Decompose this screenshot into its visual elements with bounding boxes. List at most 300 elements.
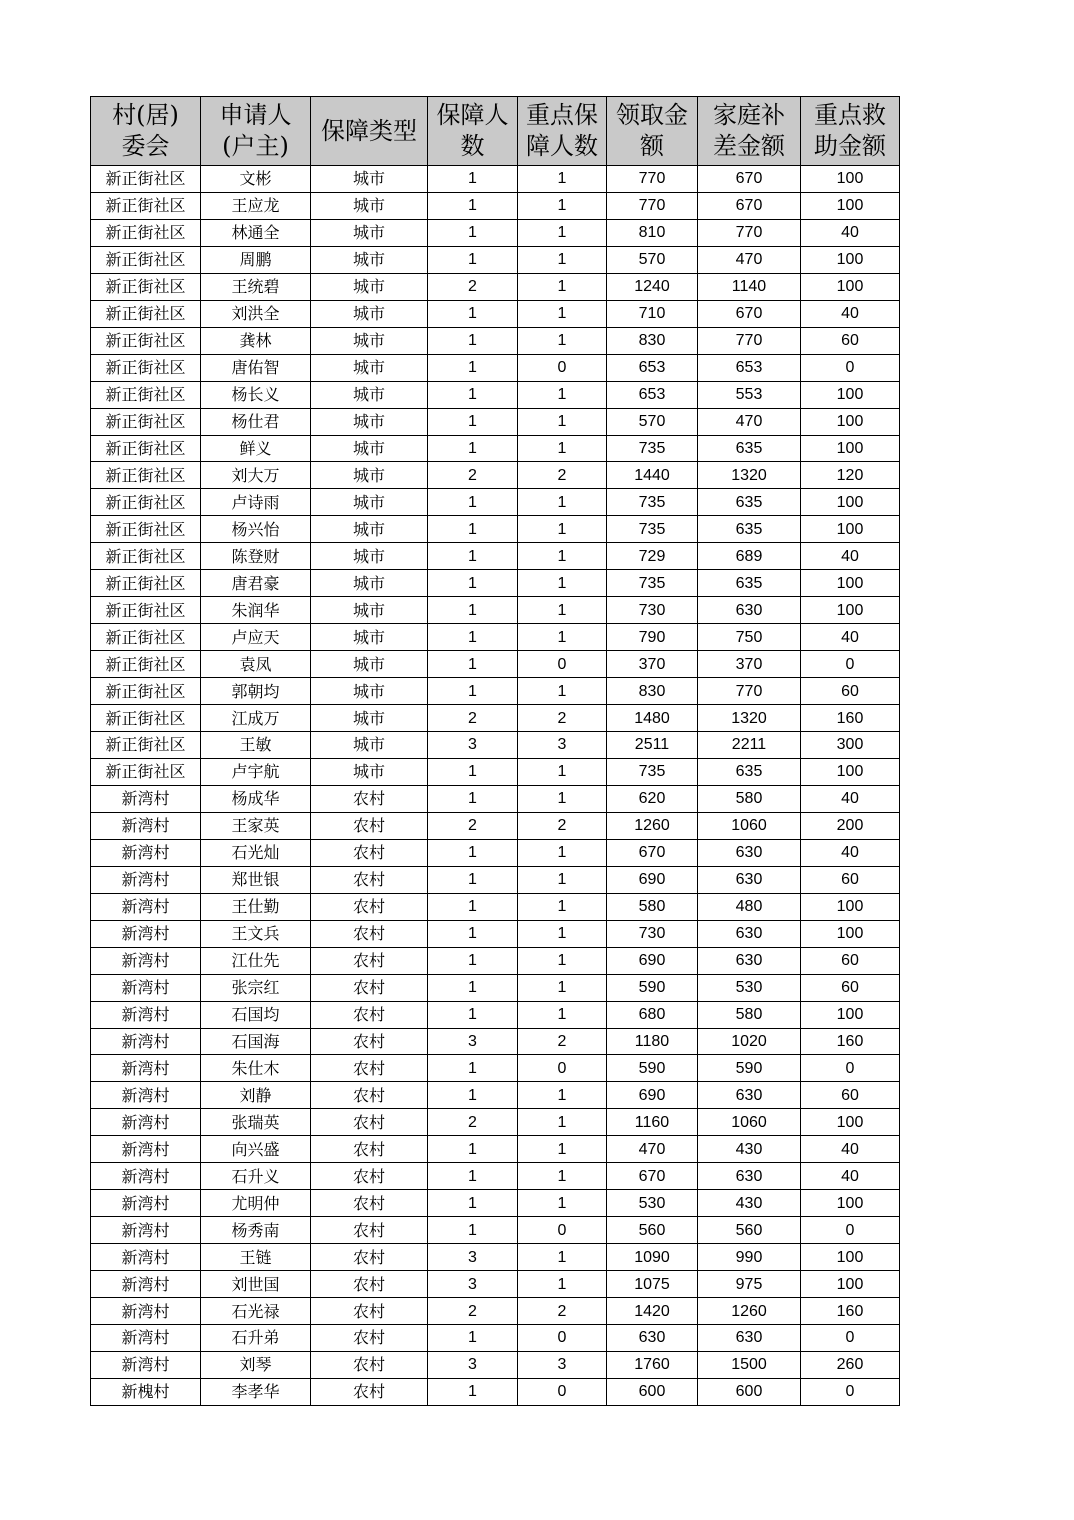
- applicant-cell: 鲜义: [201, 435, 311, 462]
- family-diff-cell: 635: [698, 516, 801, 543]
- table-row: [91, 920, 900, 947]
- committee-cell: 新正街社区: [91, 354, 201, 381]
- key-aid-cell: 100: [801, 1001, 900, 1028]
- key-aid-cell: 40: [801, 219, 900, 246]
- applicant-cell: 林通全: [201, 219, 311, 246]
- key-aid-cell: 0: [801, 1055, 900, 1082]
- header-line: 数: [460, 132, 485, 160]
- persons-cell: 1: [428, 758, 518, 785]
- committee-cell: 新湾村: [91, 1244, 201, 1271]
- key-persons-cell: 1: [518, 1082, 607, 1109]
- family-diff-cell: 470: [698, 246, 801, 273]
- committee-cell: 新湾村: [91, 920, 201, 947]
- key-persons-cell: 1: [518, 570, 607, 597]
- committee-cell: 新湾村: [91, 974, 201, 1001]
- amount-cell: 653: [607, 381, 698, 408]
- committee-cell: 新湾村: [91, 1351, 201, 1378]
- key-aid-cell: 120: [801, 462, 900, 489]
- applicant-cell: 唐佑智: [201, 354, 311, 381]
- persons-cell: 2: [428, 1298, 518, 1325]
- amount-cell: 1240: [607, 273, 698, 300]
- family-diff-cell: 1500: [698, 1351, 801, 1378]
- applicant-cell: 张瑞英: [201, 1109, 311, 1136]
- amount-cell: 735: [607, 570, 698, 597]
- key-aid-cell: 100: [801, 489, 900, 516]
- committee-cell: 新正街社区: [91, 651, 201, 678]
- committee-cell: 新正街社区: [91, 300, 201, 327]
- persons-cell: 1: [428, 1217, 518, 1244]
- key-persons-cell: 1: [518, 489, 607, 516]
- applicant-cell: 朱仕木: [201, 1055, 311, 1082]
- persons-cell: 1: [428, 651, 518, 678]
- family-diff-cell: 580: [698, 1001, 801, 1028]
- table-row: [91, 462, 900, 489]
- type-cell: 农村: [311, 947, 428, 974]
- committee-cell: 新正街社区: [91, 516, 201, 543]
- family-diff-cell: 670: [698, 300, 801, 327]
- table-header: [91, 97, 900, 166]
- family-diff-cell: 630: [698, 866, 801, 893]
- committee-cell: 新槐村: [91, 1378, 201, 1405]
- key-aid-cell: 200: [801, 812, 900, 839]
- family-diff-cell: 630: [698, 1082, 801, 1109]
- persons-cell: 1: [428, 624, 518, 651]
- amount-cell: 680: [607, 1001, 698, 1028]
- amount-cell: 653: [607, 354, 698, 381]
- table-row: [91, 1109, 900, 1136]
- applicant-cell: 尤明仲: [201, 1190, 311, 1217]
- key-aid-cell: 40: [801, 1136, 900, 1163]
- key-persons-cell: 1: [518, 300, 607, 327]
- key-persons-cell: 1: [518, 273, 607, 300]
- key-persons-cell: 1: [518, 1109, 607, 1136]
- key-aid-cell: 160: [801, 1028, 900, 1055]
- committee-cell: 新正街社区: [91, 597, 201, 624]
- family-diff-cell: 560: [698, 1217, 801, 1244]
- amount-cell: 2511: [607, 732, 698, 759]
- persons-cell: 1: [428, 489, 518, 516]
- committee-cell: 新湾村: [91, 947, 201, 974]
- committee-cell: 新正街社区: [91, 462, 201, 489]
- key-persons-cell: 1: [518, 947, 607, 974]
- persons-cell: 1: [428, 192, 518, 219]
- key-aid-cell: 100: [801, 516, 900, 543]
- type-cell: 城市: [311, 381, 428, 408]
- type-cell: 城市: [311, 597, 428, 624]
- type-cell: 城市: [311, 219, 428, 246]
- applicant-cell: 袁凤: [201, 651, 311, 678]
- header-line: 助金额: [814, 132, 886, 160]
- col-applicant-header: [201, 97, 311, 166]
- amount-cell: 1420: [607, 1298, 698, 1325]
- committee-cell: 新正街社区: [91, 624, 201, 651]
- committee-cell: 新正街社区: [91, 678, 201, 705]
- applicant-cell: 王文兵: [201, 920, 311, 947]
- family-diff-cell: 750: [698, 624, 801, 651]
- applicant-cell: 王仕勤: [201, 893, 311, 920]
- persons-cell: 1: [428, 785, 518, 812]
- persons-cell: 1: [428, 516, 518, 543]
- key-aid-cell: 40: [801, 785, 900, 812]
- key-aid-cell: 300: [801, 732, 900, 759]
- family-diff-cell: 630: [698, 947, 801, 974]
- applicant-cell: 王链: [201, 1244, 311, 1271]
- key-aid-cell: 0: [801, 1217, 900, 1244]
- key-persons-cell: 1: [518, 543, 607, 570]
- family-diff-cell: 689: [698, 543, 801, 570]
- amount-cell: 620: [607, 785, 698, 812]
- type-cell: 农村: [311, 1163, 428, 1190]
- amount-cell: 630: [607, 1324, 698, 1351]
- type-cell: 农村: [311, 1217, 428, 1244]
- key-aid-cell: 100: [801, 192, 900, 219]
- applicant-cell: 张宗红: [201, 974, 311, 1001]
- family-diff-cell: 770: [698, 327, 801, 354]
- family-diff-cell: 600: [698, 1378, 801, 1405]
- committee-cell: 新湾村: [91, 1217, 201, 1244]
- persons-cell: 1: [428, 974, 518, 1001]
- persons-cell: 1: [428, 1136, 518, 1163]
- type-cell: 农村: [311, 812, 428, 839]
- persons-cell: 1: [428, 1163, 518, 1190]
- key-aid-cell: 100: [801, 408, 900, 435]
- amount-cell: 730: [607, 920, 698, 947]
- header-line: 委会: [121, 132, 170, 160]
- key-aid-cell: 100: [801, 758, 900, 785]
- persons-cell: 1: [428, 1082, 518, 1109]
- table-row: [91, 543, 900, 570]
- family-diff-cell: 1320: [698, 705, 801, 732]
- family-diff-cell: 630: [698, 839, 801, 866]
- key-aid-cell: 100: [801, 1244, 900, 1271]
- type-cell: 农村: [311, 866, 428, 893]
- persons-cell: 1: [428, 1378, 518, 1405]
- table-row: [91, 489, 900, 516]
- family-diff-cell: 530: [698, 974, 801, 1001]
- key-aid-cell: 60: [801, 327, 900, 354]
- table-row: [91, 1082, 900, 1109]
- type-cell: 农村: [311, 1109, 428, 1136]
- table-row: [91, 785, 900, 812]
- applicant-cell: 龚林: [201, 327, 311, 354]
- table-row: [91, 1190, 900, 1217]
- family-diff-cell: 630: [698, 920, 801, 947]
- type-cell: 城市: [311, 246, 428, 273]
- family-diff-cell: 590: [698, 1055, 801, 1082]
- header-line: 额: [640, 132, 664, 160]
- amount-cell: 710: [607, 300, 698, 327]
- key-aid-cell: 100: [801, 1109, 900, 1136]
- table-row: [91, 1055, 900, 1082]
- key-persons-cell: 0: [518, 1217, 607, 1244]
- type-cell: 城市: [311, 166, 428, 193]
- type-cell: 城市: [311, 543, 428, 570]
- key-persons-cell: 2: [518, 1028, 607, 1055]
- col-type-header: [311, 97, 428, 166]
- type-cell: 城市: [311, 489, 428, 516]
- table-row: [91, 1244, 900, 1271]
- type-cell: 城市: [311, 300, 428, 327]
- amount-cell: 670: [607, 1163, 698, 1190]
- table-row: [91, 812, 900, 839]
- family-diff-cell: 635: [698, 489, 801, 516]
- persons-cell: 1: [428, 839, 518, 866]
- applicant-cell: 石光灿: [201, 839, 311, 866]
- type-cell: 农村: [311, 1190, 428, 1217]
- applicant-cell: 唐君豪: [201, 570, 311, 597]
- persons-cell: 1: [428, 1055, 518, 1082]
- committee-cell: 新正街社区: [91, 732, 201, 759]
- committee-cell: 新湾村: [91, 866, 201, 893]
- header-row: [91, 97, 900, 166]
- persons-cell: 1: [428, 166, 518, 193]
- key-persons-cell: 1: [518, 408, 607, 435]
- key-persons-cell: 1: [518, 624, 607, 651]
- applicant-cell: 王应龙: [201, 192, 311, 219]
- key-persons-cell: 2: [518, 462, 607, 489]
- amount-cell: 600: [607, 1378, 698, 1405]
- table-row: [91, 166, 900, 193]
- key-persons-cell: 1: [518, 893, 607, 920]
- key-aid-cell: 100: [801, 435, 900, 462]
- family-diff-cell: 1060: [698, 1109, 801, 1136]
- col-committee-header: [91, 97, 201, 166]
- persons-cell: 1: [428, 597, 518, 624]
- key-persons-cell: 3: [518, 732, 607, 759]
- key-persons-cell: 2: [518, 1298, 607, 1325]
- applicant-cell: 郑世银: [201, 866, 311, 893]
- applicant-cell: 卢诗雨: [201, 489, 311, 516]
- committee-cell: 新正街社区: [91, 408, 201, 435]
- amount-cell: 530: [607, 1190, 698, 1217]
- key-persons-cell: 1: [518, 839, 607, 866]
- table-row: [91, 758, 900, 785]
- key-aid-cell: 100: [801, 597, 900, 624]
- type-cell: 城市: [311, 327, 428, 354]
- family-diff-cell: 635: [698, 570, 801, 597]
- committee-cell: 新正街社区: [91, 381, 201, 408]
- table-row: [91, 624, 900, 651]
- persons-cell: 3: [428, 1271, 518, 1298]
- amount-cell: 735: [607, 489, 698, 516]
- header-line: 保障类型: [321, 116, 417, 145]
- table-row: [91, 839, 900, 866]
- header-line: 重点救: [814, 101, 886, 129]
- amount-cell: 1760: [607, 1351, 698, 1378]
- family-diff-cell: 630: [698, 1163, 801, 1190]
- key-aid-cell: 40: [801, 543, 900, 570]
- amount-cell: 1180: [607, 1028, 698, 1055]
- applicant-cell: 杨仕君: [201, 408, 311, 435]
- family-diff-cell: 990: [698, 1244, 801, 1271]
- type-cell: 农村: [311, 1082, 428, 1109]
- table-row: [91, 408, 900, 435]
- family-diff-cell: 1320: [698, 462, 801, 489]
- header-line: 障人数: [526, 132, 598, 160]
- key-aid-cell: 100: [801, 920, 900, 947]
- key-persons-cell: 1: [518, 166, 607, 193]
- type-cell: 城市: [311, 354, 428, 381]
- type-cell: 农村: [311, 1244, 428, 1271]
- type-cell: 城市: [311, 678, 428, 705]
- persons-cell: 2: [428, 462, 518, 489]
- family-diff-cell: 770: [698, 219, 801, 246]
- applicant-cell: 卢应天: [201, 624, 311, 651]
- key-aid-cell: 100: [801, 1190, 900, 1217]
- key-persons-cell: 1: [518, 381, 607, 408]
- table-row: [91, 974, 900, 1001]
- key-aid-cell: 60: [801, 678, 900, 705]
- committee-cell: 新湾村: [91, 812, 201, 839]
- key-aid-cell: 40: [801, 1163, 900, 1190]
- table-row: [91, 1271, 900, 1298]
- persons-cell: 1: [428, 381, 518, 408]
- persons-cell: 1: [428, 893, 518, 920]
- persons-cell: 1: [428, 1324, 518, 1351]
- committee-cell: 新湾村: [91, 1190, 201, 1217]
- key-aid-cell: 60: [801, 974, 900, 1001]
- amount-cell: 470: [607, 1136, 698, 1163]
- key-persons-cell: 1: [518, 192, 607, 219]
- committee-cell: 新湾村: [91, 839, 201, 866]
- applicant-cell: 石光禄: [201, 1298, 311, 1325]
- amount-cell: 1075: [607, 1271, 698, 1298]
- family-diff-cell: 553: [698, 381, 801, 408]
- persons-cell: 3: [428, 1351, 518, 1378]
- table-row: [91, 1324, 900, 1351]
- key-persons-cell: 1: [518, 1163, 607, 1190]
- key-aid-cell: 160: [801, 1298, 900, 1325]
- amount-cell: 560: [607, 1217, 698, 1244]
- committee-cell: 新湾村: [91, 1001, 201, 1028]
- applicant-cell: 杨秀南: [201, 1217, 311, 1244]
- key-aid-cell: 100: [801, 273, 900, 300]
- persons-cell: 1: [428, 866, 518, 893]
- applicant-cell: 朱润华: [201, 597, 311, 624]
- amount-cell: 690: [607, 866, 698, 893]
- table-row: [91, 381, 900, 408]
- family-diff-cell: 1140: [698, 273, 801, 300]
- key-persons-cell: 1: [518, 1001, 607, 1028]
- amount-cell: 735: [607, 435, 698, 462]
- key-persons-cell: 0: [518, 354, 607, 381]
- type-cell: 农村: [311, 839, 428, 866]
- type-cell: 农村: [311, 785, 428, 812]
- type-cell: 城市: [311, 408, 428, 435]
- family-diff-cell: 430: [698, 1190, 801, 1217]
- key-persons-cell: 1: [518, 597, 607, 624]
- persons-cell: 1: [428, 543, 518, 570]
- persons-cell: 2: [428, 812, 518, 839]
- persons-cell: 1: [428, 246, 518, 273]
- key-persons-cell: 1: [518, 758, 607, 785]
- amount-cell: 580: [607, 893, 698, 920]
- key-persons-cell: 2: [518, 812, 607, 839]
- type-cell: 城市: [311, 462, 428, 489]
- amount-cell: 1160: [607, 1109, 698, 1136]
- persons-cell: 2: [428, 705, 518, 732]
- amount-cell: 810: [607, 219, 698, 246]
- type-cell: 城市: [311, 651, 428, 678]
- key-aid-cell: 100: [801, 166, 900, 193]
- applicant-cell: 刘琴: [201, 1351, 311, 1378]
- committee-cell: 新正街社区: [91, 192, 201, 219]
- key-persons-cell: 1: [518, 920, 607, 947]
- header-line: 申请人: [219, 101, 292, 129]
- table-row: [91, 1028, 900, 1055]
- committee-cell: 新正街社区: [91, 273, 201, 300]
- family-diff-cell: 635: [698, 758, 801, 785]
- table-row: [91, 597, 900, 624]
- col-amount-header: [607, 97, 698, 166]
- persons-cell: 1: [428, 920, 518, 947]
- table-row: [91, 327, 900, 354]
- key-persons-cell: 1: [518, 785, 607, 812]
- family-diff-cell: 770: [698, 678, 801, 705]
- key-aid-cell: 60: [801, 947, 900, 974]
- key-persons-cell: 1: [518, 1271, 607, 1298]
- family-diff-cell: 1060: [698, 812, 801, 839]
- key-aid-cell: 0: [801, 354, 900, 381]
- type-cell: 城市: [311, 273, 428, 300]
- persons-cell: 1: [428, 1001, 518, 1028]
- family-diff-cell: 430: [698, 1136, 801, 1163]
- table-row: [91, 246, 900, 273]
- table-row: [91, 732, 900, 759]
- amount-cell: 690: [607, 1082, 698, 1109]
- committee-cell: 新湾村: [91, 785, 201, 812]
- persons-cell: 1: [428, 570, 518, 597]
- amount-cell: 830: [607, 327, 698, 354]
- header-line: 差金额: [713, 132, 785, 160]
- family-diff-cell: 580: [698, 785, 801, 812]
- persons-cell: 1: [428, 327, 518, 354]
- key-aid-cell: 100: [801, 570, 900, 597]
- table-row: [91, 219, 900, 246]
- committee-cell: 新正街社区: [91, 327, 201, 354]
- table-row: [91, 516, 900, 543]
- header-line: 领取金: [616, 101, 688, 129]
- amount-cell: 1260: [607, 812, 698, 839]
- header-line: 保障人: [436, 101, 509, 129]
- table-row: [91, 570, 900, 597]
- applicant-cell: 王家英: [201, 812, 311, 839]
- persons-cell: 2: [428, 1109, 518, 1136]
- key-aid-cell: 100: [801, 381, 900, 408]
- key-persons-cell: 1: [518, 866, 607, 893]
- type-cell: 城市: [311, 570, 428, 597]
- family-diff-cell: 2211: [698, 732, 801, 759]
- key-aid-cell: 0: [801, 651, 900, 678]
- amount-cell: 1440: [607, 462, 698, 489]
- applicant-cell: 周鹏: [201, 246, 311, 273]
- header-line: (户主): [222, 132, 289, 160]
- type-cell: 城市: [311, 192, 428, 219]
- applicant-cell: 杨成华: [201, 785, 311, 812]
- type-cell: 农村: [311, 920, 428, 947]
- type-cell: 城市: [311, 732, 428, 759]
- key-persons-cell: 3: [518, 1351, 607, 1378]
- amount-cell: 590: [607, 974, 698, 1001]
- family-diff-cell: 670: [698, 166, 801, 193]
- key-persons-cell: 1: [518, 1190, 607, 1217]
- table-row: [91, 893, 900, 920]
- committee-cell: 新湾村: [91, 1082, 201, 1109]
- col-key-persons-header: [518, 97, 607, 166]
- persons-cell: 1: [428, 678, 518, 705]
- persons-cell: 1: [428, 408, 518, 435]
- committee-cell: 新湾村: [91, 1163, 201, 1190]
